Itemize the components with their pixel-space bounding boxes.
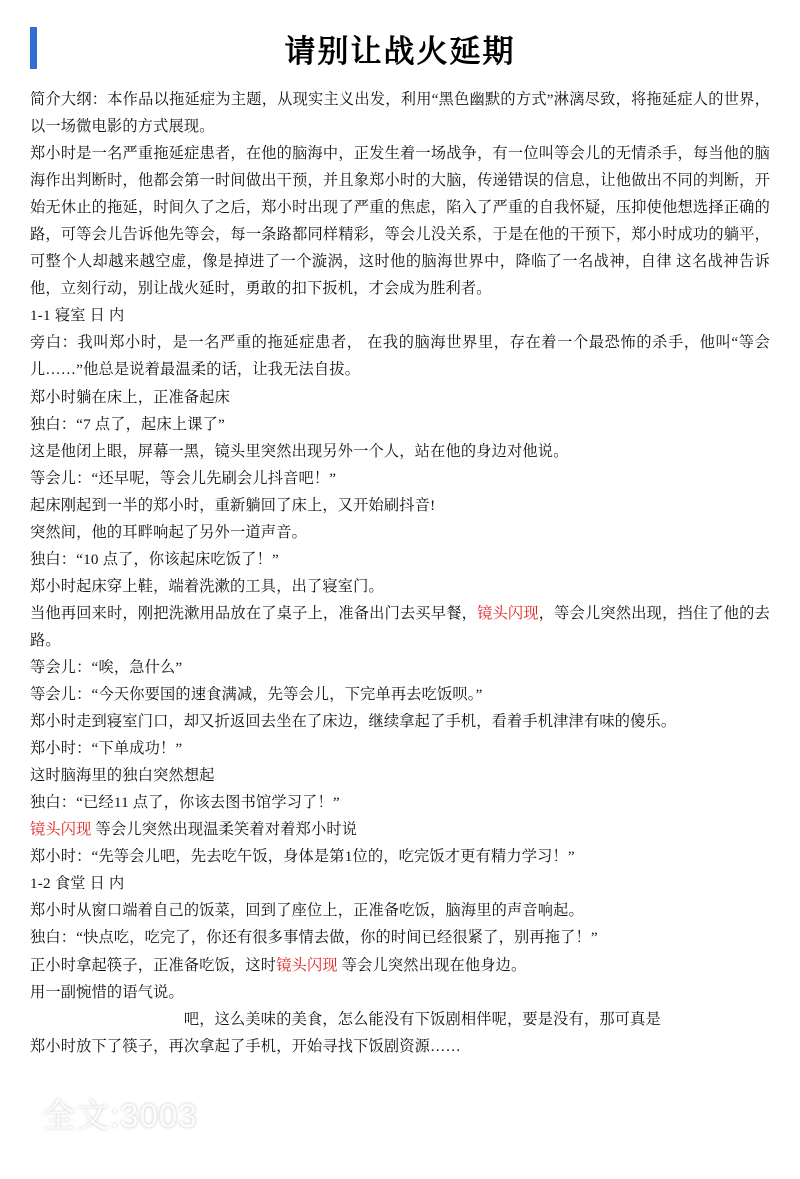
highlighted-text: 镜头闪现 xyxy=(276,956,338,974)
document-paragraph: 1-1 寝室 日 内 xyxy=(30,307,125,325)
document-paragraph xyxy=(30,816,770,843)
document-paragraph: 吧，这么美味的美食，怎么能没有下饭剧相伴呢，要是没有，那可真是 xyxy=(30,1010,661,1028)
document-paragraph: 郑小时：“下单成功！” xyxy=(30,740,183,758)
document-paragraph: 郑小时放下了筷子，再次拿起了手机，开始寻找下饭剧资源…… xyxy=(30,1037,461,1055)
document-header xyxy=(30,0,770,86)
document-paragraph: 独白：“快点吃，吃完了，你还有很多事情去做，你的时间已经很紧了，别再拖了！” xyxy=(30,929,598,947)
document-paragraph: 这时脑海里的独白突然想起 xyxy=(30,767,215,785)
document-paragraph: 郑小时走到寝室门口，却又折返回去坐在了床边，继续拿起了手机，看着手机津津有味的傻乐。 xyxy=(30,713,677,731)
watermark-word-count: 全文:3003 xyxy=(42,1097,198,1134)
paragraph-text: 当他再回来时，刚把洗漱用品放在了桌子上，准备出门去买早餐， xyxy=(30,604,478,622)
document-paragraph: 起床刚起到一半的郑小时，重新躺回了床上，又开始刷抖音! xyxy=(30,496,436,514)
paragraph-text: 等会儿突然出现在他身边。 xyxy=(337,956,527,974)
document-paragraph: 郑小时躺在床上，正准备起床 xyxy=(30,388,231,406)
title-accent-bar xyxy=(30,27,37,69)
document-paragraph: 郑小时起床穿上鞋，端着洗漱的工具，出了寝室门。 xyxy=(30,577,384,595)
document-paragraph: 郑小时从窗口端着自己的饭菜，回到了座位上，正准备吃饭，脑海里的声音响起。 xyxy=(30,902,584,920)
document-paragraph: 突然间，他的耳畔响起了另外一道声音。 xyxy=(30,523,307,541)
document-paragraph: 1-2 食堂 日 内 xyxy=(30,875,125,893)
paragraph-text: 正小时拿起筷子，正准备吃饭，这时 xyxy=(30,956,277,974)
document-paragraph: 这是他闭上眼，屏幕一黑，镜头里突然出现另外一个人，站在他的身边对他说。 xyxy=(30,442,569,460)
document-paragraph: 独白：“10 点了，你该起床吃饭了！” xyxy=(30,550,279,568)
document-paragraph: 独白：“7 点了，起床上课了” xyxy=(30,415,225,433)
highlighted-text: 镜头闪现 xyxy=(30,821,92,839)
document-body xyxy=(30,86,770,1060)
page-title: 请别让战火延期 xyxy=(284,33,516,69)
paragraph-text: ，等会儿突然出现，挡住了他的去路。 xyxy=(30,604,770,649)
highlighted-text: 镜头闪现 xyxy=(477,604,539,622)
document-paragraph: 等会儿：“唉，急什么” xyxy=(30,658,183,676)
document-paragraph xyxy=(30,600,770,654)
paragraph-text: 等会儿突然出现温柔笑着对着郑小时说 xyxy=(91,821,358,839)
document-paragraph: 等会儿：“还早呢，等会儿先刷会儿抖音吧！” xyxy=(30,469,337,487)
document-paragraph: 独白：“已经11 点了，你该去图书馆学习了！” xyxy=(30,794,340,812)
document-paragraph: 用一副惋惜的语气说。 xyxy=(30,983,184,1001)
document-paragraph: 简介大纲：本作品以拖延症为主题，从现实主义出发，利用“黑色幽默的方式”淋漓尽致，将拖延症人的世界，以一场微电影的方式展现。 xyxy=(30,91,770,136)
document-paragraph: 郑小时是一名严重拖延症患者，在他的脑海中，正发生着一场战争，有一位叫等会儿的无情杀手，每当他的脑海作出判断时，他都会第一时间做出干预，并且象郑小时的大脑，传递错误的信息，让他做出不同的判断，开始无休止的拖延，时间久了之后，郑小时出现了严重的焦虑，陷入了严重的自我怀疑，压抑使他想选择正确的路，可等会儿告诉他先等会，每一条路都同样精彩，等会儿没关系，于是在他的干预下，郑小时成功的躺平，可整个人却越来越空虚，像是掉进了一个漩涡，这时他的脑海世界中，降临了一名战神，自律 这名战神告诉他，立刻行动，别让战火延时，勇敢的扣下扳机，才会成为胜利者。 xyxy=(30,145,770,298)
document-paragraph: 等会儿：“今天你要国的速食满减，先等会儿，下完单再去吃饭呗。” xyxy=(30,686,483,704)
document-paragraph: 郑小时：“先等会儿吧，先去吃午饭，身体是第1位的，吃完饭才更有精力学习！” xyxy=(30,848,575,866)
document-paragraph xyxy=(30,952,770,979)
document-paragraph: 旁白：我叫郑小时，是一名严重的拖延症患者， 在我的脑海世界里，存在着一个最恐怖的杀手，他叫“等会儿……”他总是说着最温柔的话，让我无法自拔。 xyxy=(30,334,770,379)
